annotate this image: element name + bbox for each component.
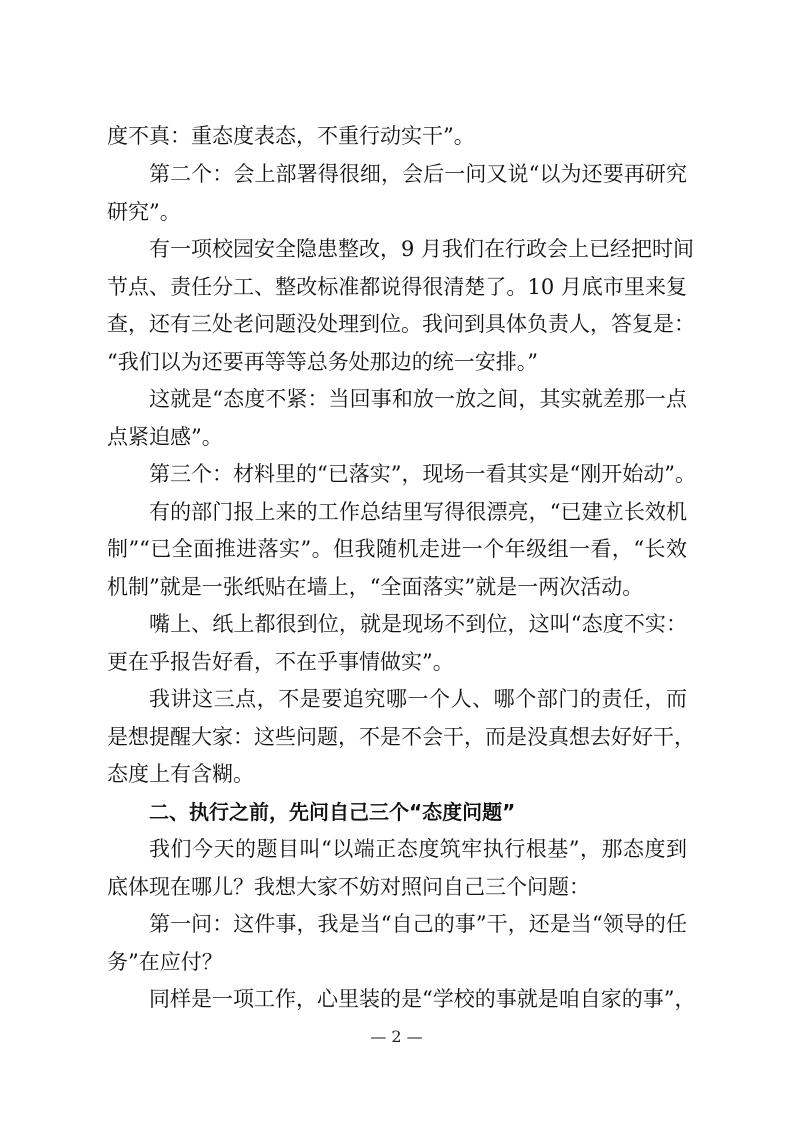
body-text-line: 第一问：这件事，我是当“自己的事”干，还是当“领导的任 — [149, 912, 687, 936]
body-text-line: 我们今天的题目叫“以端正态度筑牢执行根基”，那态度到 — [149, 837, 687, 861]
body-text-line: 嘴上、纸上都很到位，就是现场不到位，这叫“态度不实： — [149, 612, 687, 636]
page-number: — 2 — — [370, 1027, 423, 1046]
body-text-line: 底体现在哪儿？我想大家不妨对照问自己三个问题： — [107, 875, 590, 899]
body-text-line: 查，还有三处老问题没处理到位。我问到具体负责人，答复是： — [107, 312, 695, 336]
body-text-line: “我们以为还要再等等总务处那边的统一安排。” — [107, 350, 538, 374]
body-text-line: 态度上有含糊。 — [107, 762, 254, 786]
body-text-line: 有的部门报上来的工作总结里写得很漂亮，“已建立长效机 — [149, 500, 687, 524]
body-text-line: 第三个：材料里的“已落实”，现场一看其实是“刚开始动”。 — [149, 462, 696, 486]
body-text-line: 是想提醒大家：这些问题，不是不会干，而是没真想去好好干， — [107, 725, 695, 749]
body-text-line: 研究”。 — [107, 200, 181, 224]
body-text-line: 度不真：重态度表态，不重行动实干”。 — [107, 124, 475, 148]
body-text-line: 机制”就是一张纸贴在墙上，“全面落实”就是一两次活动。 — [107, 575, 644, 599]
body-text-line: 务”在应付？ — [107, 950, 223, 974]
body-text-line: 制”“已全面推进落实”。但我随机走进一个年级组一看，“长效 — [107, 537, 687, 561]
body-text-line: 我讲这三点，不是要追究哪一个人、哪个部门的责任，而 — [149, 687, 687, 711]
body-text-line: 更在乎报告好看，不在乎事情做实”。 — [107, 650, 454, 674]
body-text-line: 同样是一项工作，心里装的是“学校的事就是咱自家的事”， — [149, 987, 696, 1011]
body-text-line: 这就是“态度不紧：当回事和放一放之间，其实就差那一点 — [149, 387, 687, 411]
body-text-line: 点紧迫感”。 — [107, 425, 223, 449]
section-heading: 二、执行之前，先问自己三个“态度问题” — [149, 800, 516, 824]
body-text-line: 节点、责任分工、整改标准都说得很清楚了。10 月底市里来复 — [107, 275, 687, 299]
body-text-line: 有一项校园安全隐患整改，9 月我们在行政会上已经把时间 — [149, 237, 695, 261]
body-text-line: 第二个：会上部署得很细，会后一问又说“以为还要再研究 — [149, 162, 687, 186]
